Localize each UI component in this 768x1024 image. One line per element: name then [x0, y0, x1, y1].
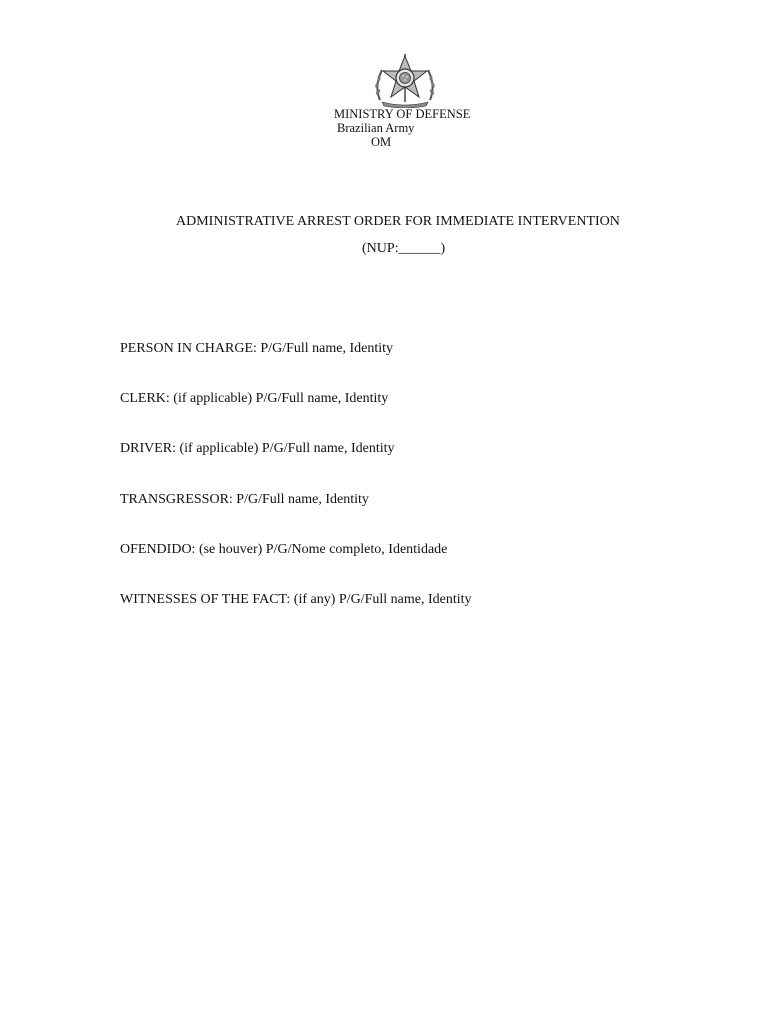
brazil-coat-of-arms-icon: [370, 52, 440, 108]
field-clerk: CLERK: (if applicable) P/G/Full name, Identity: [120, 391, 389, 406]
field-witnesses: WITNESSES OF THE FACT: (if any) P/G/Full name, Identity: [120, 592, 472, 607]
unit-name: OM: [371, 135, 392, 149]
branch-name: Brazilian Army: [337, 121, 415, 135]
field-ofendido: OFENDIDO: (se houver) P/G/Nome completo, Identidade: [120, 542, 448, 557]
ministry-name: MINISTRY OF DEFENSE: [334, 107, 471, 121]
document-title: ADMINISTRATIVE ARREST ORDER FOR IMMEDIATE INTERVENTION: [176, 214, 620, 229]
field-person-in-charge: PERSON IN CHARGE: P/G/Full name, Identity: [120, 341, 394, 356]
field-transgressor: TRANSGRESSOR: P/G/Full name, Identity: [120, 492, 369, 507]
field-driver: DRIVER: (if applicable) P/G/Full name, Identity: [120, 441, 395, 456]
nup-field: (NUP:______): [362, 241, 446, 256]
